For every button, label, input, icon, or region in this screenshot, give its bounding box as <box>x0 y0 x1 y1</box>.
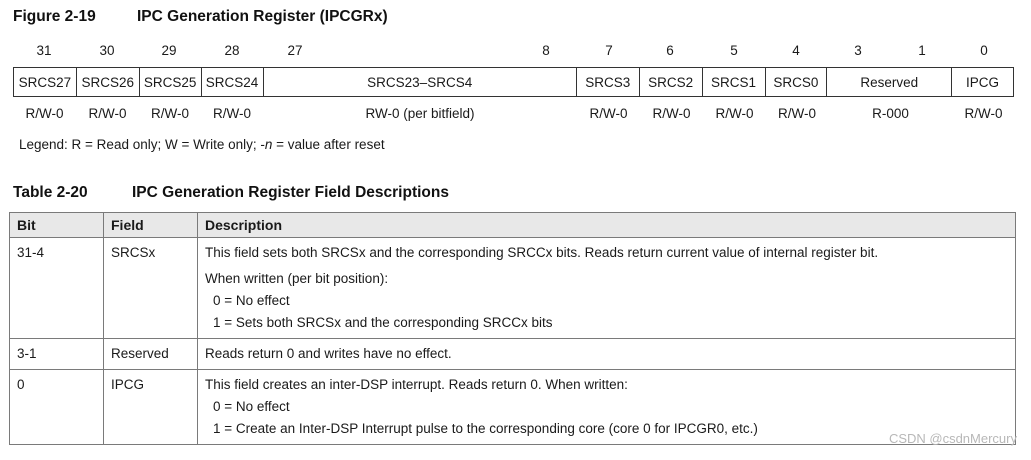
bit-number: 29 <box>161 43 177 58</box>
bit-value: 3-1 <box>17 346 37 361</box>
cell-field <box>104 370 198 445</box>
legend <box>19 137 385 152</box>
access-value: R/W-0 <box>589 106 628 121</box>
bit-number: 5 <box>730 43 738 58</box>
field-value: Reserved <box>111 346 169 361</box>
description-line: Reads return 0 and writes have no effect. <box>205 346 452 361</box>
access-value: R/W-0 <box>88 106 127 121</box>
column-header-bit: Bit <box>10 213 104 238</box>
legend-text-end: = value after reset <box>272 137 385 152</box>
description-line: When written (per bit position): <box>205 271 389 286</box>
access-value: RW-0 (per bitfield) <box>365 106 475 121</box>
cell-description <box>198 238 1016 339</box>
bit-number: 3 <box>854 43 862 58</box>
bit-number: 30 <box>99 43 115 58</box>
bit-number: 28 <box>224 43 240 58</box>
access-value: R/W-0 <box>964 106 1003 121</box>
bit-number: 31 <box>36 43 52 58</box>
description-line: 1 = Sets both SRCSx and the corresponding SRCCx bits <box>213 315 553 330</box>
description-line: This field sets both SRCSx and the corresponding SRCCx bits. Reads return current value of internal register bit. <box>205 245 879 260</box>
bit-number: 7 <box>605 43 613 58</box>
bit-number: 8 <box>542 43 550 58</box>
access-value: R/W-0 <box>212 106 251 121</box>
register-field-srcs1: SRCS1 <box>703 68 766 96</box>
figure-number: Figure 2-19 <box>13 8 96 25</box>
access-row <box>13 106 1014 124</box>
bit-number: 1 <box>918 43 926 58</box>
table-title: IPC Generation Register Field Descriptions <box>132 184 449 201</box>
access-value: R/W-0 <box>715 106 754 121</box>
bit-value: 0 <box>17 377 25 392</box>
table-number: Table 2-20 <box>13 184 88 201</box>
cell-field <box>104 339 198 370</box>
description-line: 0 = No effect <box>213 293 290 308</box>
register-field-srcs23-srcs4: SRCS23–SRCS4 <box>264 68 577 96</box>
bit-value: 31-4 <box>17 245 45 260</box>
table-row <box>10 339 1016 370</box>
figure-caption <box>13 8 388 26</box>
watermark: CSDN @csdnMercury <box>888 431 1017 446</box>
bit-number: 6 <box>666 43 674 58</box>
table-row <box>10 370 1016 445</box>
description-line: This field creates an inter-DSP interrupt. Reads return 0. When written: <box>205 377 628 392</box>
column-header-description: Description <box>198 213 1016 238</box>
column-header-field: Field <box>104 213 198 238</box>
legend-italic: n <box>264 137 273 152</box>
figure-title: IPC Generation Register (IPCGRx) <box>137 8 388 25</box>
access-value: R/W-0 <box>25 106 64 121</box>
field-value: SRCSx <box>111 245 156 260</box>
table-row <box>10 238 1016 339</box>
register-field-srcs24: SRCS24 <box>202 68 264 96</box>
register-field-srcs2: SRCS2 <box>640 68 703 96</box>
cell-bit <box>10 370 104 445</box>
cell-bit <box>10 339 104 370</box>
bit-number-row <box>13 43 1014 61</box>
legend-text: Legend: R = Read only; W = Write only; - <box>19 137 265 152</box>
field-descriptions-table <box>9 212 1016 445</box>
access-value: R/W-0 <box>150 106 189 121</box>
register-field-srcs27: SRCS27 <box>14 68 77 96</box>
table-header-row <box>10 213 1016 238</box>
cell-description <box>198 339 1016 370</box>
table-caption <box>13 184 449 202</box>
description-line: 1 = Create an Inter-DSP Interrupt pulse to the corresponding core (core 0 for IPCGR0, etc.) <box>213 421 758 436</box>
register-field-srcs25: SRCS25 <box>140 68 202 96</box>
register-field-ipcg: IPCG <box>966 74 1000 90</box>
access-value: R/W-0 <box>777 106 816 121</box>
register-field-srcs3: SRCS3 <box>577 68 640 96</box>
bit-number: 0 <box>980 43 988 58</box>
bit-number: 27 <box>287 43 303 58</box>
register-field-reserved: Reserved <box>827 68 952 96</box>
register-field-srcs0: SRCS0 <box>766 68 828 96</box>
access-value: R-000 <box>872 106 909 121</box>
cell-field <box>104 238 198 339</box>
access-value: R/W-0 <box>652 106 691 121</box>
cell-bit <box>10 238 104 339</box>
description-line: 0 = No effect <box>213 399 290 414</box>
bit-number: 4 <box>792 43 800 58</box>
field-value: IPCG <box>111 377 145 392</box>
register-field-row <box>13 67 1014 97</box>
register-field-srcs26: SRCS26 <box>77 68 140 96</box>
